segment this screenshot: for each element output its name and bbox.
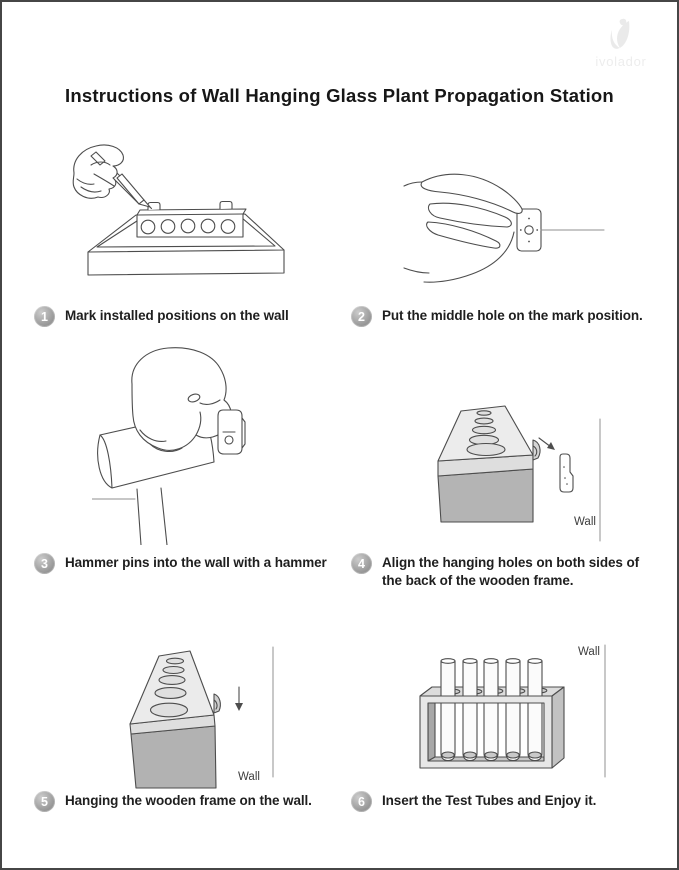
illustration-step-1: [60, 140, 310, 300]
brand-glyph-icon: [608, 18, 634, 54]
brand-logo: [576, 18, 666, 69]
step-5-label-line: Hanging the wooden frame on the wall.: [65, 793, 312, 808]
step-6-number-badge: 6: [351, 791, 372, 812]
step-1-number-badge: 1: [34, 306, 55, 327]
step-3-label-line: Hammer pins into the wall with a hammer: [65, 555, 327, 570]
page-title: Instructions of Wall Hanging Glass Plant Propagation Station: [65, 85, 614, 106]
step-4-caption: [351, 554, 661, 590]
step-1-label: [65, 307, 289, 325]
step-5-label: [65, 792, 312, 810]
illustration-step-6: [402, 630, 642, 790]
step-4-label: [382, 554, 639, 590]
step-3-caption: [34, 554, 334, 574]
step-2-label: [382, 307, 643, 325]
step-1-caption: [34, 307, 334, 327]
step-6-label-line: Insert the Test Tubes and Enjoy it.: [382, 793, 597, 808]
step-2-label-line: Put the middle hole on the mark position.: [382, 308, 643, 323]
step-3-number-badge: 3: [34, 553, 55, 574]
step-6-label: [382, 792, 596, 810]
wall-label: Wall: [574, 516, 596, 528]
wall-label: Wall: [238, 771, 260, 783]
step-1-label-line: Mark installed positions on the wall: [65, 308, 289, 323]
illustration-step-4: [422, 392, 642, 542]
brand-name: ivolador: [595, 54, 647, 69]
step-5-number-badge: 5: [34, 791, 55, 812]
step-2-caption: [351, 307, 656, 327]
step-3-label: [65, 554, 327, 572]
illustration-step-2: [402, 152, 642, 292]
wall-label: Wall: [578, 646, 600, 658]
step-5-caption: [34, 792, 334, 812]
step-4-number-badge: 4: [351, 553, 372, 574]
illustration-step-3: [92, 340, 312, 545]
step-2-number-badge: 2: [351, 306, 372, 327]
step-4-label-line-1: Align the hanging holes on both sides of: [382, 555, 639, 570]
illustration-step-5: [112, 630, 292, 790]
step-6-caption: [351, 792, 656, 812]
step-4-label-line-2: the back of the wooden frame.: [382, 573, 574, 588]
